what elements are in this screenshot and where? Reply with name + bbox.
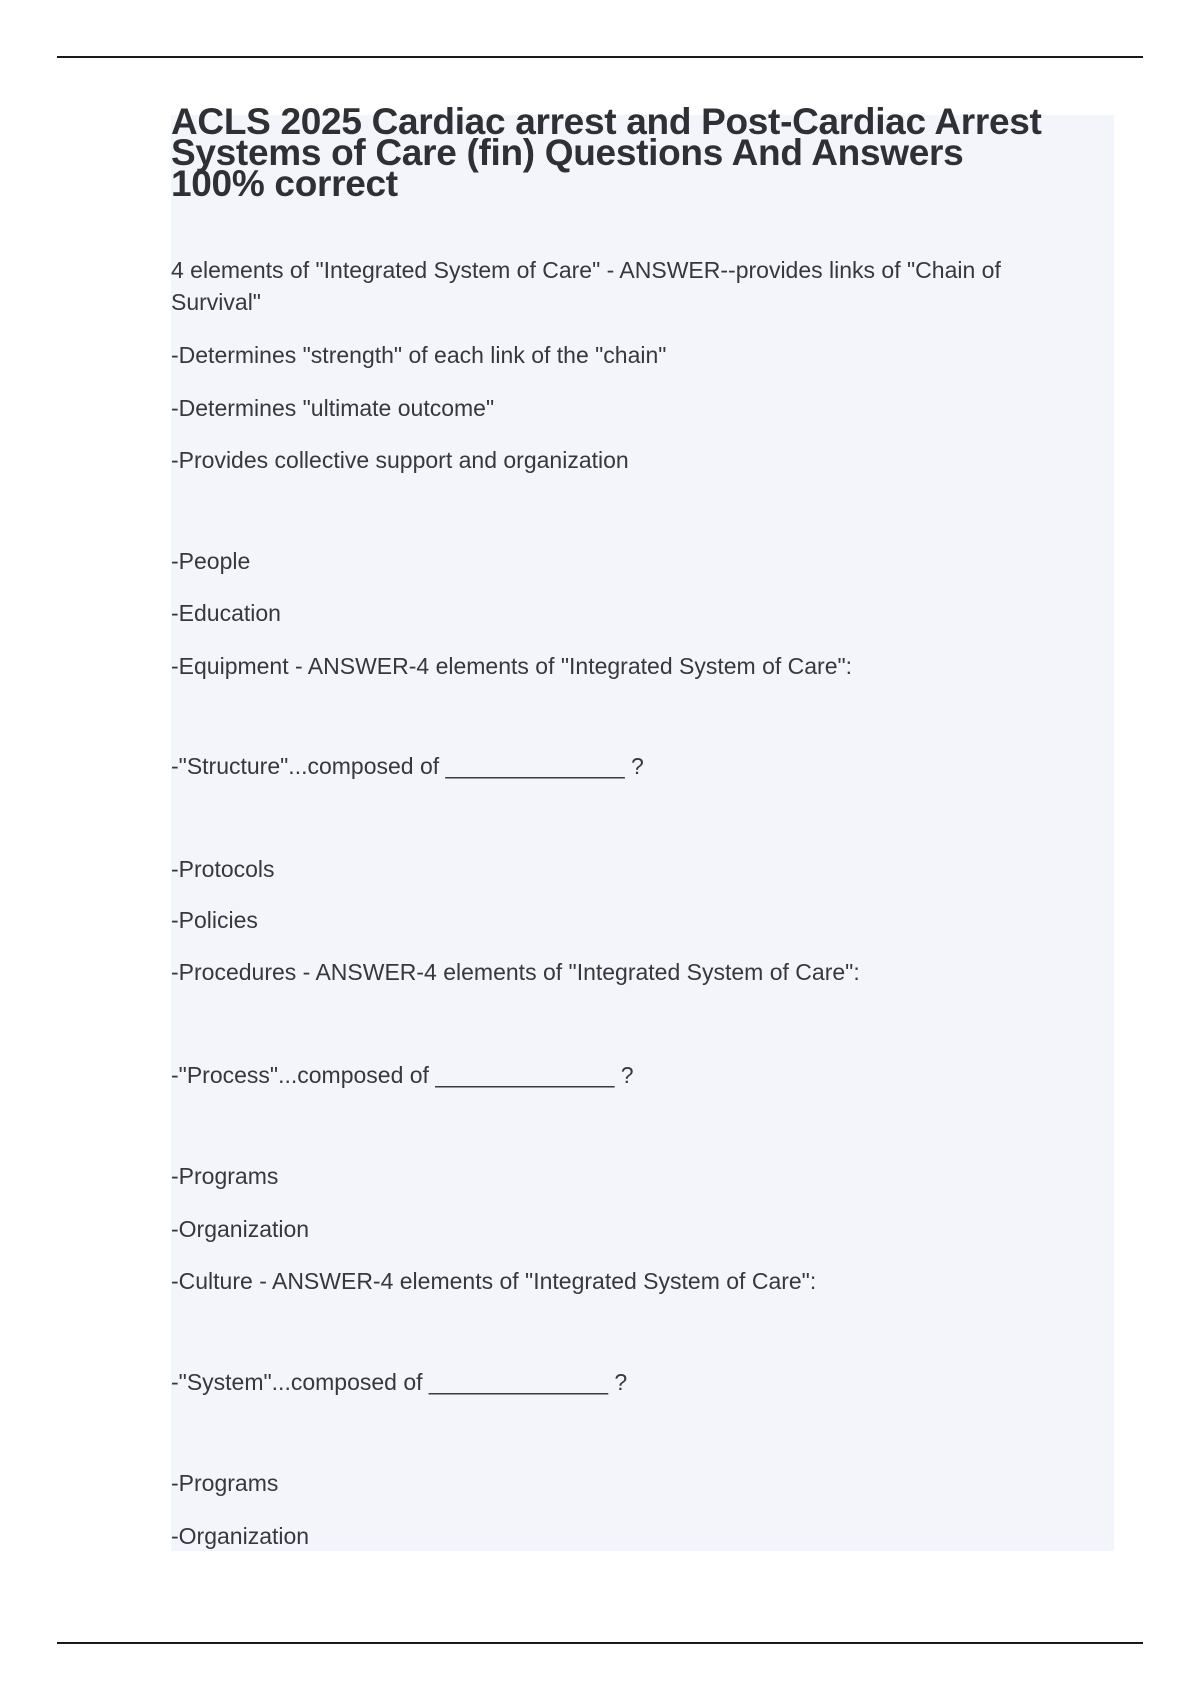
top-rule bbox=[57, 56, 1143, 58]
text-line: -Education bbox=[171, 600, 281, 626]
text-line: -Culture - ANSWER-4 elements of "Integrated System of Care": bbox=[171, 1268, 817, 1294]
text-line: -"Structure"...composed of ______________ ? bbox=[171, 753, 644, 779]
text-line: -People bbox=[171, 548, 251, 574]
text-line: -Determines "strength" of each link of the "chain" bbox=[171, 342, 667, 368]
text-line: -Protocols bbox=[171, 856, 275, 882]
text-line: -Policies bbox=[171, 907, 258, 933]
content-panel bbox=[171, 115, 1114, 1551]
text-line: -"System"...composed of ______________ ? bbox=[171, 1369, 628, 1395]
text-line: -Programs bbox=[171, 1470, 279, 1496]
text-line: -Organization bbox=[171, 1523, 310, 1549]
document-title: ACLS 2025 Cardiac arrest and Post-Cardiac Arrest Systems of Care (fin) Questions And Answers 100% correct bbox=[171, 101, 1042, 204]
bottom-rule bbox=[57, 1642, 1143, 1644]
text-line: -Determines "ultimate outcome" bbox=[171, 395, 495, 421]
text-line: -Organization bbox=[171, 1216, 310, 1242]
text-line: -"Process"...composed of ______________ ? bbox=[171, 1062, 634, 1088]
text-line: -Equipment - ANSWER-4 elements of "Integrated System of Care": bbox=[171, 653, 853, 679]
text-line: -Programs bbox=[171, 1163, 279, 1189]
text-line: 4 elements of "Integrated System of Care" - ANSWER--provides links of "Chain of Survival" bbox=[171, 257, 1008, 315]
text-line: -Provides collective support and organization bbox=[171, 447, 629, 473]
text-line: -Procedures - ANSWER-4 elements of "Integrated System of Care": bbox=[171, 959, 860, 985]
